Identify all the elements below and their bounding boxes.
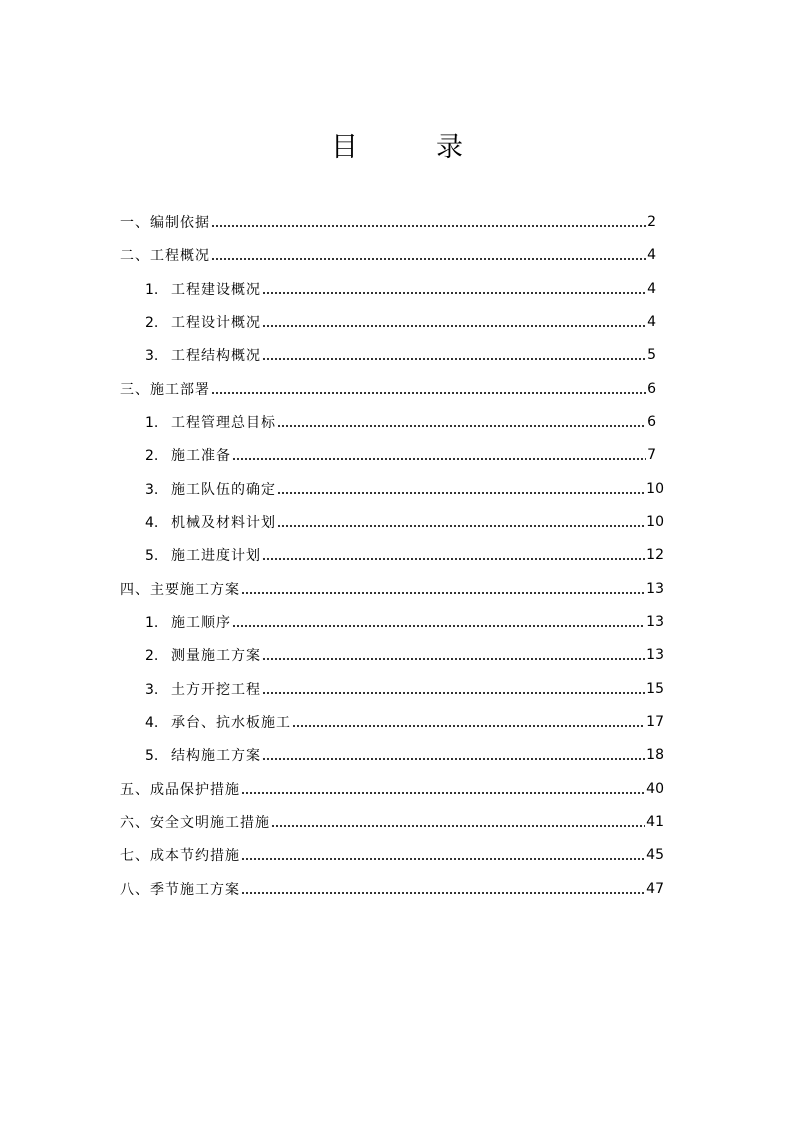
dot-leader (292, 715, 645, 729)
toc-entry-page: 13 (646, 614, 664, 630)
dot-leader (277, 415, 646, 429)
toc-entry-page: 18 (646, 747, 664, 763)
dot-leader (211, 248, 646, 262)
toc-entry-label: 施工准备 (171, 448, 231, 464)
toc-entry-label: 承台、抗水板施工 (171, 715, 291, 731)
toc-entry-page: 10 (646, 481, 664, 497)
toc-entry-label: 六、安全文明施工措施 (120, 815, 270, 831)
toc-subentry[interactable] (145, 538, 664, 572)
toc-entry[interactable] (120, 772, 664, 806)
toc-subentry[interactable] (145, 738, 664, 772)
toc-subentry[interactable] (145, 705, 664, 739)
toc-title-char-2: 录 (436, 132, 463, 163)
dot-leader (277, 482, 645, 496)
toc-entry-page: 45 (646, 847, 664, 863)
toc-entry-page: 15 (646, 681, 664, 697)
toc-entry-label: 工程结构概况 (171, 348, 261, 364)
toc-entry-page: 12 (646, 547, 664, 563)
toc-entry-label: 机械及材料计划 (171, 515, 276, 531)
toc-entry-label: 工程建设概况 (171, 282, 261, 298)
toc-entry-label: 施工进度计划 (171, 548, 261, 564)
toc-subentry[interactable] (145, 672, 664, 706)
toc-entry-number: 2. (145, 315, 159, 331)
dot-leader (211, 382, 646, 396)
dot-leader (262, 748, 645, 762)
toc-entry-label: 七、成本节约措施 (120, 848, 240, 864)
toc-entry-number: 2. (145, 448, 159, 464)
dot-leader (262, 315, 646, 329)
toc-entry-page: 4 (647, 314, 656, 330)
toc-entry-number: 1. (145, 415, 159, 431)
toc-subentry[interactable] (145, 305, 656, 339)
toc-entry-page: 4 (647, 247, 656, 263)
toc-entry-number: 3. (145, 348, 159, 364)
toc-title-char-1: 目 (331, 132, 358, 163)
toc-entry-page: 47 (646, 881, 664, 897)
toc-entry-page: 13 (646, 647, 664, 663)
toc-entry[interactable] (120, 572, 664, 606)
toc-entry-page: 4 (647, 281, 656, 297)
toc-entry-page: 40 (646, 781, 664, 797)
toc-entry-label: 工程管理总目标 (171, 415, 276, 431)
dot-leader (262, 682, 645, 696)
dot-leader (262, 548, 645, 562)
toc-entry[interactable] (120, 205, 656, 239)
dot-leader (262, 648, 645, 662)
toc-subentry[interactable] (145, 272, 656, 306)
toc-entry-label: 二、工程概况 (120, 248, 210, 264)
toc-entry[interactable] (120, 238, 656, 272)
toc-entry-page: 17 (646, 714, 664, 730)
toc-entry-number: 2. (145, 648, 159, 664)
toc-entry-label: 结构施工方案 (171, 748, 261, 764)
toc-entry-page: 41 (646, 814, 664, 830)
toc-entry-number: 3. (145, 482, 159, 498)
toc-entry[interactable] (120, 805, 664, 839)
toc-subentry[interactable] (145, 605, 664, 639)
toc-entry-number: 4. (145, 515, 159, 531)
toc-subentry[interactable] (145, 472, 664, 506)
toc-entry-label: 四、主要施工方案 (120, 582, 240, 598)
toc-entry-page: 5 (647, 347, 656, 363)
toc-entry[interactable] (120, 872, 664, 906)
toc-entry-label: 五、成品保护措施 (120, 782, 240, 798)
toc-entry[interactable] (120, 838, 664, 872)
dot-leader (262, 348, 646, 362)
dot-leader (241, 848, 645, 862)
toc-entry-number: 5. (145, 548, 159, 564)
dot-leader (277, 515, 645, 529)
toc-subentry[interactable] (145, 638, 664, 672)
toc-entry-page: 7 (647, 447, 656, 463)
toc-title (0, 130, 794, 166)
dot-leader (262, 282, 646, 296)
toc-entry-number: 3. (145, 682, 159, 698)
dot-leader (241, 882, 645, 896)
toc-subentry[interactable] (145, 338, 656, 372)
dot-leader (232, 448, 646, 462)
toc-entry-label: 施工队伍的确定 (171, 482, 276, 498)
toc-entry-page: 10 (646, 514, 664, 530)
toc-entry-page: 13 (646, 581, 664, 597)
toc-entry-number: 4. (145, 715, 159, 731)
toc-subentry[interactable] (145, 438, 656, 472)
dot-leader (241, 582, 645, 596)
toc-entry-number: 1. (145, 282, 159, 298)
toc-entry-label: 施工顺序 (171, 615, 231, 631)
toc-entry-label: 八、季节施工方案 (120, 882, 240, 898)
toc-entry-label: 工程设计概况 (171, 315, 261, 331)
toc-entry-label: 一、编制依据 (120, 215, 210, 231)
toc-entry-label: 测量施工方案 (171, 648, 261, 664)
toc-entry-label: 土方开挖工程 (171, 682, 261, 698)
dot-leader (271, 815, 645, 829)
dot-leader (241, 782, 645, 796)
dot-leader (211, 215, 646, 229)
toc-entry[interactable] (120, 372, 656, 406)
toc-entry-page: 2 (647, 214, 656, 230)
dot-leader (232, 615, 645, 629)
toc-entry-page: 6 (647, 381, 656, 397)
toc-entry-label: 三、施工部署 (120, 382, 210, 398)
toc-entry-number: 5. (145, 748, 159, 764)
toc-subentry[interactable] (145, 405, 656, 439)
toc-entry-page: 6 (647, 414, 656, 430)
toc-entry-number: 1. (145, 615, 159, 631)
toc-subentry[interactable] (145, 505, 664, 539)
